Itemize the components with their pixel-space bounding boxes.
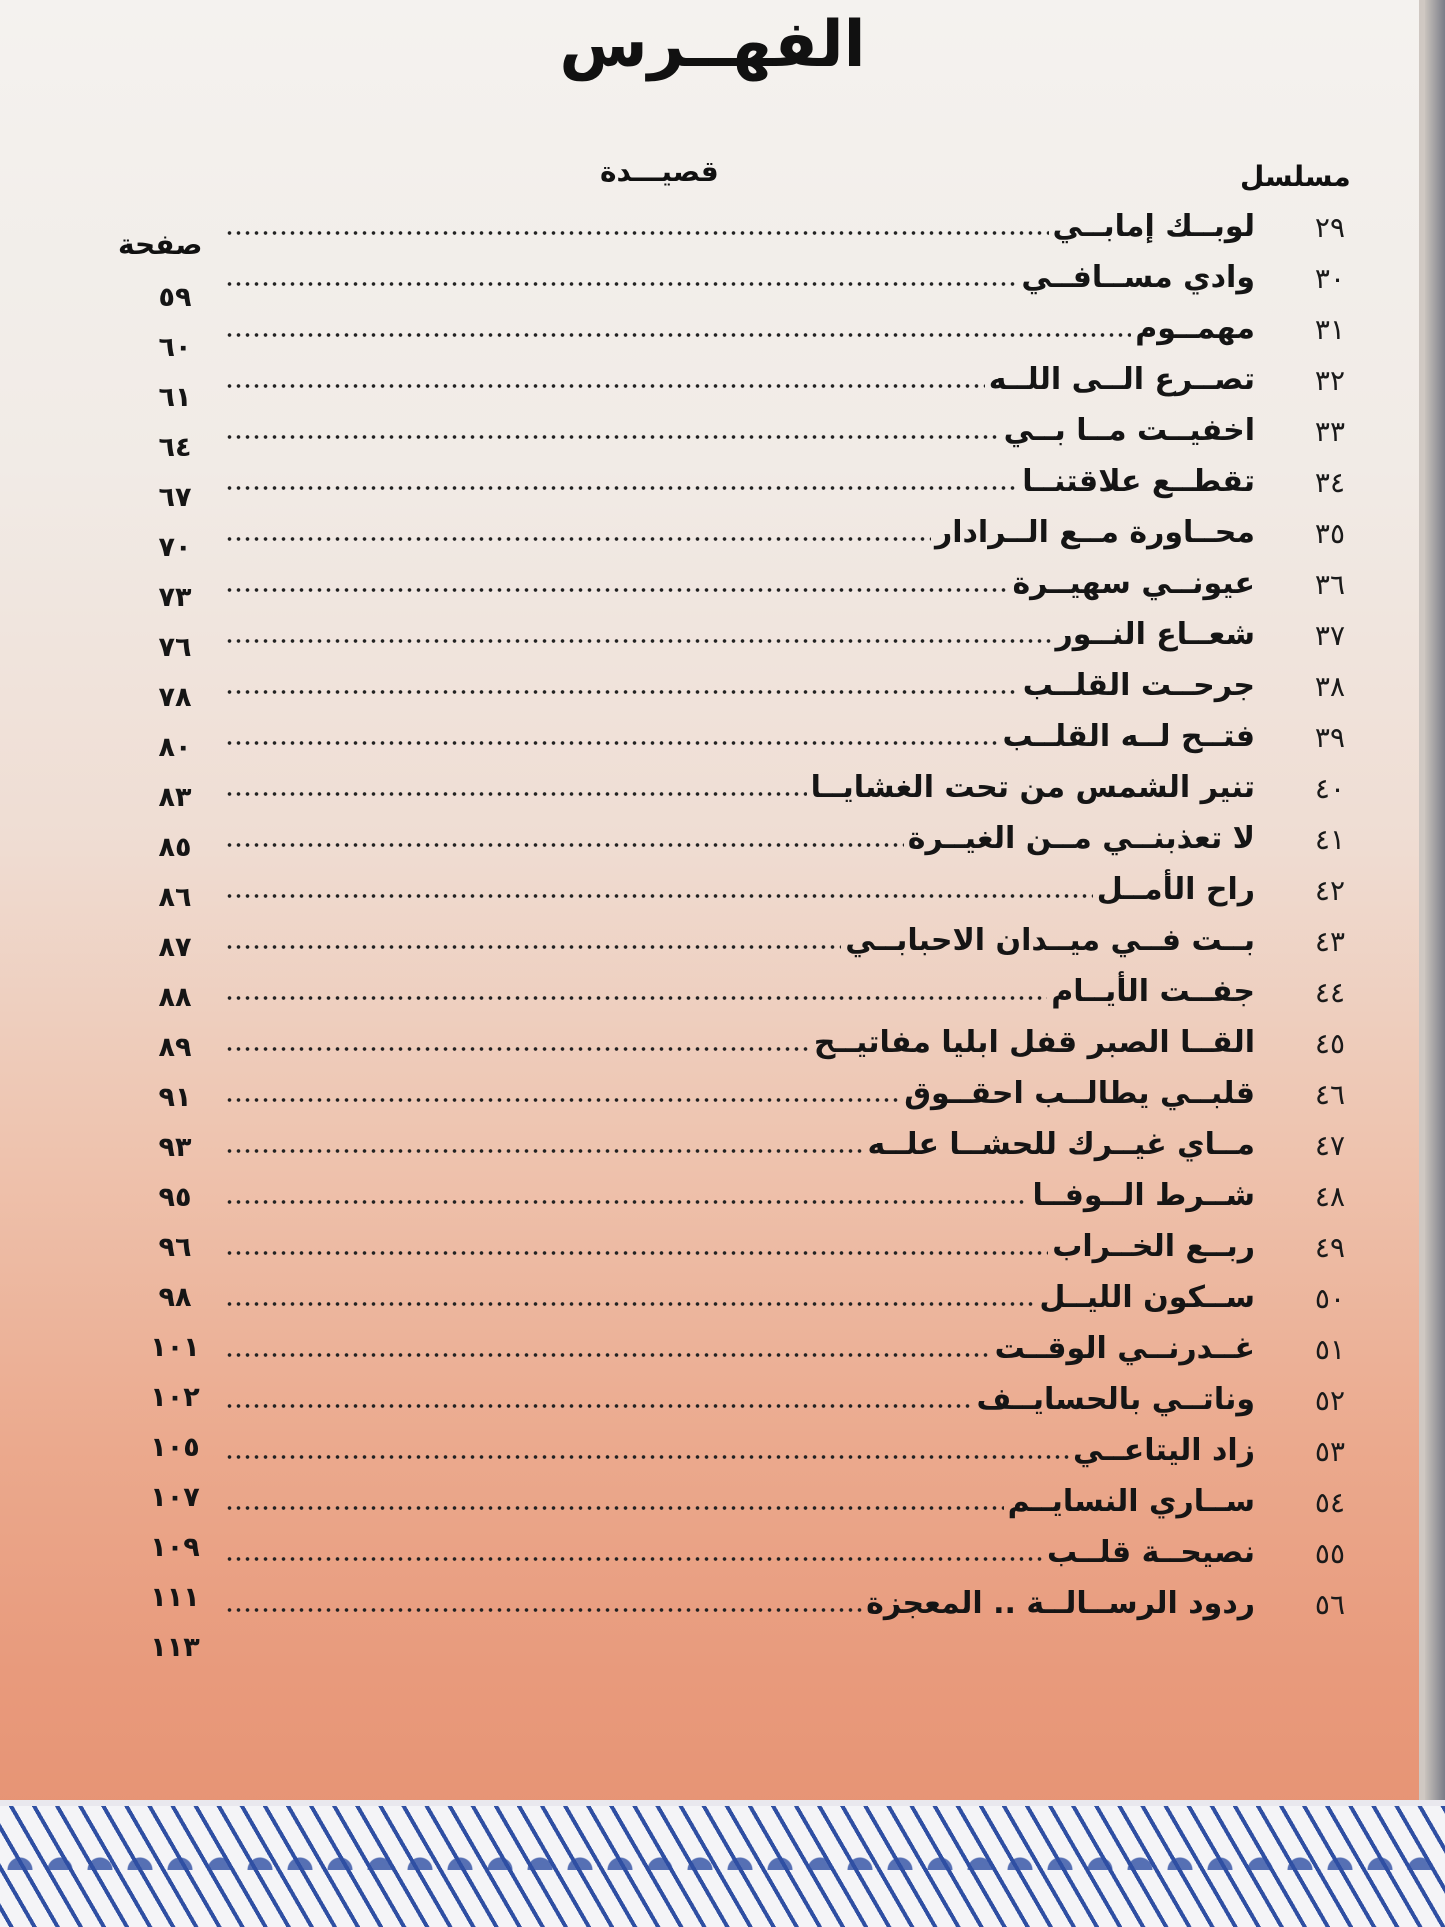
page-number: ١٠٩ [150,1532,200,1563]
serial-number: ٣٤ [1314,466,1345,499]
index-row [225,455,1345,499]
serial-number: ٥١ [1314,1333,1345,1366]
serial-number: ٣٥ [1314,517,1345,550]
page-number: ٦٠ [158,332,192,363]
page-number: ١١١ [150,1582,200,1613]
dot-leader [225,1046,810,1052]
index-row [225,1424,1345,1468]
page-number: ١٠٧ [150,1482,200,1513]
index-row [225,1526,1345,1570]
poem-title: بــت فــي ميــدان الاحبابــي [845,923,1255,958]
page-column-header: صفحة [118,228,203,261]
poem-title: شــرط الــوفــا [1032,1178,1255,1213]
serial-number: ٤٨ [1314,1180,1345,1213]
serial-number: ٤٦ [1314,1078,1345,1111]
dot-leader [225,893,1093,899]
poem-title: فتــح لــه القلــب [1002,719,1255,754]
poem-title: تنير الشمس من تحت الغشايــا [810,770,1255,805]
serial-number: ٤٤ [1314,976,1345,1009]
dot-leader [225,995,1047,1001]
index-row [225,1577,1345,1621]
page-number: ٦١ [158,382,192,413]
index-row [225,404,1345,448]
dot-leader [225,332,1131,338]
index-row [225,1322,1345,1366]
poem-title: نصيحــة قلــب [1047,1535,1255,1570]
index-row [225,302,1345,346]
index-row [225,1067,1345,1111]
page-number: ٥٩ [158,282,192,313]
border-ornament [0,1830,1445,1870]
index-row [225,200,1345,244]
page-number: ٩٥ [158,1182,192,1213]
serial-number: ٣١ [1314,313,1345,346]
poem-title: اخفيــت مــا بــي [1003,413,1255,448]
index-row [225,1118,1345,1162]
dot-leader [225,1148,864,1154]
dot-leader [225,1607,862,1613]
dot-leader [225,1097,900,1103]
serial-number: ٥٦ [1314,1588,1345,1621]
poem-title: قلبــي يطالــب احقــوق [904,1076,1255,1111]
serial-column-header: مسلسل [1240,160,1351,193]
dot-leader [225,842,904,848]
page-number: ٨٥ [158,832,192,863]
page-number: ٩٨ [158,1282,192,1313]
serial-number: ٣٨ [1314,670,1345,703]
index-row [225,761,1345,805]
index-row [225,812,1345,856]
page-title: الفهــرس [559,8,866,82]
poem-title: ســاري النسايــم [1007,1484,1255,1519]
index-row [225,1271,1345,1315]
serial-number: ٤١ [1314,823,1345,856]
page-number: ٨٨ [158,982,192,1013]
dot-leader [225,1301,1035,1307]
poem-title: ســكون الليــل [1039,1280,1255,1315]
poem-title: راح الأمــل [1096,872,1255,907]
serial-number: ٤٧ [1314,1129,1345,1162]
serial-number: ٣٧ [1314,619,1345,652]
poem-title: لا تعذبنــي مــن الغيــرة [907,821,1255,856]
poem-title: جرحــت القلــب [1022,668,1255,703]
page-number: ١٠٥ [150,1432,200,1463]
page-number: ٧٠ [158,532,192,563]
dot-leader [225,230,1049,236]
poem-title: جفــت الأيــام [1051,974,1255,1009]
dot-leader [225,1505,1004,1511]
index-row [225,659,1345,703]
poem-title: وناتــي بالحسايــف [976,1382,1255,1417]
dot-leader [225,383,985,389]
dot-leader [225,944,841,950]
index-row [225,608,1345,652]
serial-number: ٤٣ [1314,925,1345,958]
page-number: ١٠٢ [150,1382,200,1413]
book-spine-edge [1425,0,1445,1927]
dot-leader [225,1556,1043,1562]
dot-leader [225,1454,1069,1460]
serial-number: ٥٢ [1314,1384,1345,1417]
poem-title: القــا الصبر قفل ابليا مفاتيــح [813,1025,1255,1060]
page-number: ١١٣ [150,1632,200,1663]
page-number: ٨٧ [158,932,192,963]
poem-title: لوبــك إمابــي [1052,209,1255,244]
index-row [225,1373,1345,1417]
dot-leader [225,1199,1028,1205]
index-row [225,557,1345,601]
page-number: ٦٤ [158,432,192,463]
page-number: ٨٠ [158,732,192,763]
poem-title: تقطــع علاقتنــا [1022,464,1255,499]
serial-number: ٣٠ [1314,262,1345,295]
page-number: ٩٣ [158,1132,192,1163]
page-number: ٨٩ [158,1032,192,1063]
dot-leader [225,1250,1048,1256]
serial-number: ٥٤ [1314,1486,1345,1519]
poem-title: شعــاع النــور [1055,617,1255,652]
index-row [225,1016,1345,1060]
page-number: ٩١ [158,1082,192,1113]
page-number: ٧٨ [158,682,192,713]
index-row [225,251,1345,295]
index-row [225,353,1345,397]
poem-title: محــاورة مــع الــرادار [934,515,1255,550]
poem-title: ربــع الخــراب [1052,1229,1255,1264]
poem-column-header: قصيـــدة [600,155,719,188]
dot-leader [225,689,1019,695]
serial-number: ٥٣ [1314,1435,1345,1468]
dot-leader [225,587,1008,593]
serial-number: ٤٠ [1314,772,1345,805]
page-number: ٩٦ [158,1232,192,1263]
dot-leader [225,791,807,797]
index-row [225,863,1345,907]
poem-title: تصــرع الــى اللــه [988,362,1255,397]
poem-title: ردود الرســالــة .. المعجزة [866,1586,1255,1621]
index-row [225,914,1345,958]
poem-title: زاد اليتاعــي [1072,1433,1255,1468]
index-row [225,1169,1345,1213]
poem-title: غــدرنــي الوقــت [994,1331,1255,1366]
poem-title: مهمــوم [1135,311,1255,346]
page-number: ١٠١ [150,1332,200,1363]
dot-leader [225,1352,991,1358]
decorative-border [0,1800,1445,1927]
dot-leader [225,485,1018,491]
dot-leader [225,536,931,542]
page-number: ٧٦ [158,632,192,663]
serial-number: ٤٥ [1314,1027,1345,1060]
serial-number: ٣٦ [1314,568,1345,601]
poem-title: عيونــي سهيــرة [1012,566,1255,601]
serial-number: ٥٥ [1314,1537,1345,1570]
dot-leader [225,638,1051,644]
page-number: ٦٧ [158,482,192,513]
poem-title: وادي مســافــي [1021,260,1255,295]
page-number: ٨٣ [158,782,192,813]
dot-leader [225,281,1017,287]
index-row [225,965,1345,1009]
serial-number: ٤٩ [1314,1231,1345,1264]
serial-number: ٣٣ [1314,415,1345,448]
serial-number: ٢٩ [1314,211,1345,244]
serial-number: ٤٢ [1314,874,1345,907]
index-row [225,710,1345,754]
serial-number: ٣٩ [1314,721,1345,754]
dot-leader [225,740,998,746]
poem-title: مــاي غيــرك للحشــا علــه [867,1127,1255,1162]
serial-number: ٥٠ [1314,1282,1345,1315]
index-row [225,1220,1345,1264]
page-number: ٨٦ [158,882,192,913]
page-number: ٧٣ [158,582,192,613]
index-row [225,506,1345,550]
dot-leader [225,434,1000,440]
serial-number: ٣٢ [1314,364,1345,397]
index-row [225,1475,1345,1519]
dot-leader [225,1403,973,1409]
